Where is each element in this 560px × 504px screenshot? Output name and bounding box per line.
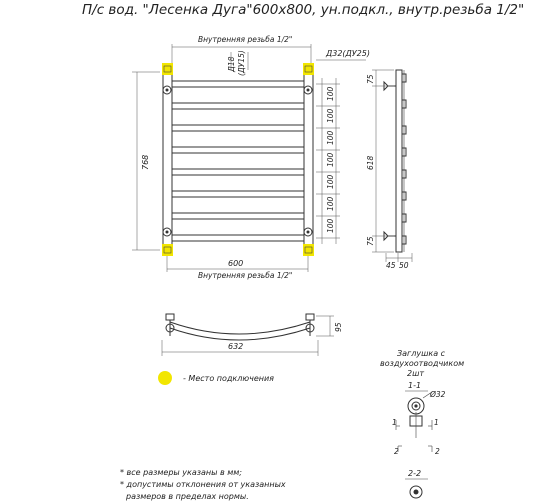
plug-detail: [380, 349, 464, 498]
section-2-label: 2-2: [408, 469, 422, 478]
side-height-label: 618: [366, 155, 375, 170]
width-600-label: 600: [228, 259, 244, 268]
bottom-thread-label: Внутренняя резьба 1/2": [198, 271, 293, 280]
pitch-label: 100: [326, 130, 335, 145]
side-depth-a-label: 45: [386, 261, 396, 270]
pitch-label: 100: [326, 218, 335, 233]
du15-label: (ДУ15): [237, 50, 246, 76]
mark-2a: 2: [394, 447, 399, 456]
note-line: размеров в пределах нормы.: [126, 492, 249, 501]
pitch-label: 100: [326, 174, 335, 189]
note-line: * допустимы отклонения от указанных: [120, 480, 286, 489]
cross-bars: [172, 81, 304, 241]
plug-title-3: 2шт: [407, 369, 425, 378]
d32-label: Д32(ДУ25): [326, 49, 370, 58]
side-view: [366, 70, 412, 270]
legend: [158, 371, 274, 385]
notes: [120, 468, 286, 501]
note-line: * все размеры указаны в мм;: [120, 468, 242, 477]
side-depth-b-label: 50: [399, 261, 409, 270]
pitch-label: 100: [326, 86, 335, 101]
mark-1b: 1: [434, 418, 439, 427]
connection-point-marker: [158, 371, 172, 385]
d18-label: Д18: [227, 56, 236, 72]
pitch-label: 100: [326, 152, 335, 167]
top-thread-label: Внутренняя резьба 1/2": [198, 35, 293, 44]
pitch-label: 100: [326, 196, 335, 211]
mark-2b: 2: [435, 447, 440, 456]
top-view: [162, 314, 343, 356]
section-1-label: 1-1: [408, 381, 422, 390]
front-view: [132, 35, 370, 280]
pitch-label: 100: [326, 108, 335, 123]
diameter-label: Ø32: [430, 390, 446, 399]
height-768-label: 768: [141, 154, 150, 170]
side-offset-bottom-label: 75: [366, 236, 375, 246]
top-depth-label: 95: [334, 322, 343, 332]
connection-point-label: - Место подключения: [183, 374, 274, 383]
mark-1a: 1: [392, 418, 397, 427]
plug-title-1: Заглушка с: [397, 349, 446, 358]
top-width-label: 632: [228, 342, 244, 351]
drawing-title: П/с вод. "Лесенка Дуга"600x800, ун.подкл., внутр.резьба 1/2": [82, 2, 525, 18]
side-offset-top-label: 75: [366, 74, 375, 84]
connection-markers: [162, 63, 314, 256]
plug-title-2: воздухоотводчиком: [380, 359, 465, 368]
